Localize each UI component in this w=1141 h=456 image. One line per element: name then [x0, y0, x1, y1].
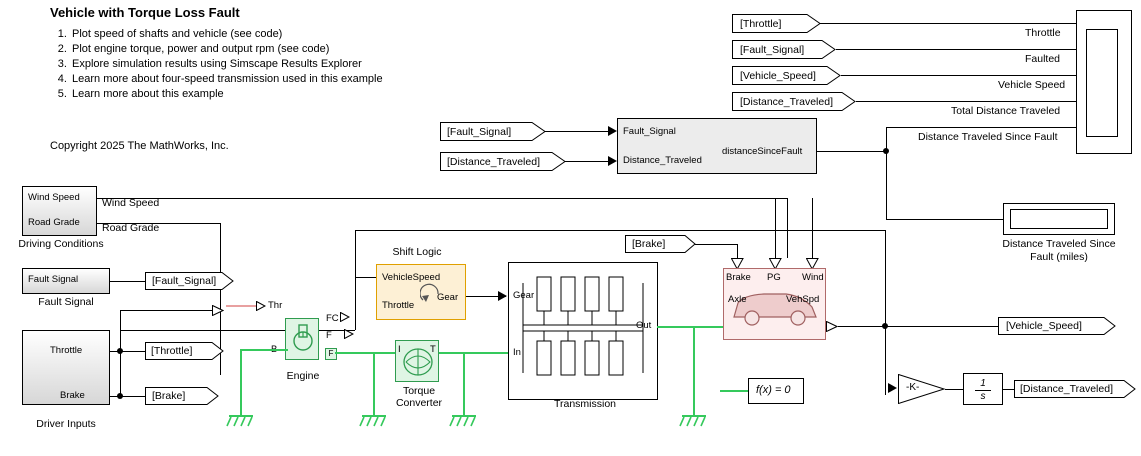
subsystem-input-distance-traveled: Distance_Traveled: [623, 155, 702, 166]
wire-throttle-to-scope: [820, 23, 1076, 24]
engine-caption: Engine: [286, 370, 320, 382]
wire-fault-signal-to-subsystem: [545, 131, 615, 132]
wire-brake-down-vehicle: [737, 244, 738, 258]
goto-throttle-label: [Throttle]: [740, 18, 782, 30]
driving-conditions-port-road-grade: Road Grade: [28, 217, 80, 228]
green-line-tc-to-transmission: [439, 352, 509, 354]
wire-throttle-out: [110, 351, 150, 352]
driver-inputs-caption: Driver Inputs: [36, 418, 96, 430]
wire-vehiclespeed-to-scope: [841, 75, 1076, 76]
wire-throttle-to-engine: [120, 310, 212, 311]
vehicle-port-pg-top: PG: [767, 272, 781, 283]
shift-logic-loop-icon: [420, 282, 442, 306]
scope-block-main[interactable]: [1076, 10, 1132, 154]
goto-fault-signal-label: [Fault_Signal]: [740, 44, 805, 56]
scope-signal-label-total-distance: Total Distance Traveled: [951, 105, 1061, 117]
instruction-item-1: 1. Plot speed of shafts and vehicle (see code): [70, 27, 490, 42]
integrator-numerator: 1: [980, 378, 986, 389]
wire-feedback-left: [355, 230, 356, 330]
shift-logic-output-gear: Gear: [437, 292, 459, 303]
instruction-item-3: 3. Explore simulation results using Simscape Results Explorer: [70, 57, 490, 72]
engine-icon: [286, 319, 320, 361]
integrator-denominator: s: [980, 391, 986, 402]
ground-icon-tc1: [358, 410, 390, 432]
ground-icon-axle: [678, 410, 710, 432]
display-screen: [1010, 209, 1108, 229]
green-line-axle-ground: [693, 326, 695, 414]
wire-distance-since-fault-to-scope: [886, 127, 1076, 128]
arrow-thr-port: [256, 301, 266, 311]
fault-signal-port-label: Fault Signal: [28, 274, 79, 285]
shift-logic-input-vehiclespeed: VehicleSpeed: [382, 272, 441, 283]
wire-faulted-to-scope: [836, 49, 1076, 50]
from-brake-label: [Brake]: [632, 238, 666, 250]
goto-brake-label: [Brake]: [152, 390, 186, 402]
arrow-engine-p: [340, 312, 350, 322]
wire-vehspd-right: [838, 326, 998, 327]
green-line-engine-to-tc: [335, 352, 395, 354]
goto-distance-traveled-label: [Distance_Traveled]: [740, 96, 833, 108]
integrator-block[interactable]: [963, 373, 1003, 405]
engine-port-thr: Thr: [268, 300, 283, 311]
scope-signal-label-throttle: Throttle: [1025, 27, 1061, 39]
transmission-port-gear: Gear: [513, 290, 535, 301]
goto-vehicle-speed-label: [Vehicle_Speed]: [740, 70, 816, 82]
page-title: Vehicle with Torque Loss Fault: [50, 5, 240, 20]
wire-wind-speed: [97, 198, 787, 199]
wire-brake-to-vehicle: [695, 244, 737, 245]
goto-distance-traveled2-label: [Distance_Traveled]: [1020, 383, 1113, 395]
arrow-gain-in: [888, 383, 898, 393]
arrow-engine-fc: [344, 329, 354, 339]
display-distance-since-fault[interactable]: [1003, 203, 1115, 235]
from-distance-traveled-label: [Distance_Traveled]: [447, 156, 540, 168]
wire-gain-to-integrator: [945, 389, 963, 390]
driver-inputs-port-throttle: Throttle: [50, 345, 83, 356]
vehicle-port-brake-top: Brake: [726, 272, 751, 283]
green-line-tc-ground2: [463, 352, 465, 414]
instruction-item-5: 5. Learn more about this example: [70, 87, 490, 102]
scope-screen: [1086, 29, 1118, 137]
gain-label: -K-: [906, 382, 920, 393]
label-wind-speed-signal: Wind Speed: [102, 197, 160, 209]
transmission-port-out: Out: [636, 320, 652, 331]
wire-brake-up: [120, 330, 121, 396]
subsystem-output-distance-since-fault: distanceSinceFault: [722, 146, 803, 157]
wire-feedback-top: [355, 230, 885, 231]
ground-icon-engine: [225, 410, 257, 432]
junction-dot-subsystem: [883, 148, 889, 154]
wire-subsystem-down: [886, 151, 887, 219]
green-line-to-algebraic: [720, 390, 748, 392]
wire-subsystem-out: [817, 151, 886, 152]
from-fault-signal-label: [Fault_Signal]: [447, 126, 512, 138]
physical-line-throttle: [226, 305, 256, 307]
wire-vehspd-down-gain: [885, 326, 886, 388]
scope-signal-label-vehicle-speed: Vehicle Speed: [998, 79, 1066, 91]
copyright-text: Copyright 2025 The MathWorks, Inc.: [50, 140, 229, 152]
wire-wind-down2: [812, 198, 813, 258]
wire-pg-join: [775, 198, 787, 199]
green-line-tc-ground1: [373, 352, 375, 414]
arrow-throttle-engine: [212, 305, 224, 316]
instruction-item-2: 2. Plot engine torque, power and output rpm (see code): [70, 42, 490, 57]
wire-distance-to-scope: [856, 101, 1076, 102]
shift-logic-input-throttle: Throttle: [382, 300, 415, 311]
wire-pg-down: [775, 198, 776, 258]
wire-fault-signal-out: [110, 281, 150, 282]
wire-subsystem-to-display: [886, 219, 1003, 220]
instruction-list: [50, 27, 490, 102]
transmission-icon: [509, 263, 657, 399]
instruction-item-4: 4. Learn more about four-speed transmission used in this example: [70, 72, 490, 87]
vehicle-port-wind-top: Wind: [802, 272, 824, 283]
engine-port-fc: F: [326, 330, 332, 341]
driver-inputs-port-brake: Brake: [60, 390, 85, 401]
transmission-block[interactable]: [508, 262, 658, 400]
wire-wind-down: [787, 198, 788, 258]
transmission-caption: Transmission: [553, 398, 617, 410]
shift-logic-caption: Shift Logic: [392, 246, 442, 258]
wire-vehiclespeed-into-shift: [355, 277, 376, 278]
tc-port-i: I: [398, 344, 401, 355]
fault-signal-caption: Fault Signal: [38, 296, 94, 308]
scope-signal-label-faulted: Faulted: [1025, 53, 1061, 65]
ground-icon-tc2: [448, 410, 480, 432]
engine-block[interactable]: [285, 318, 319, 360]
arrow-gear-in: [498, 291, 508, 301]
label-road-grade-signal: Road Grade: [102, 222, 160, 234]
goto-fault-signal2-label: [Fault_Signal]: [152, 275, 217, 287]
vehicle-port-axle: Axle: [728, 294, 747, 305]
vehicle-port-vehspd: VehSpd: [786, 294, 820, 305]
algebraic-constraint-label: f(x) = 0: [756, 384, 791, 396]
goto-throttle2-label: [Throttle]: [151, 345, 193, 357]
green-line-engine-left: [240, 349, 288, 351]
driving-conditions-caption: Driving Conditions: [18, 238, 104, 250]
arrow-vehspd-out: [826, 321, 838, 332]
display-caption: Distance Traveled Since Fault (miles): [1002, 238, 1116, 263]
wire-brake-out: [110, 396, 150, 397]
scope-signal-label-distance-since-fault: Distance Traveled Since Fault: [918, 131, 1058, 143]
goto-vehicle-speed2-label: [Vehicle_Speed]: [1006, 320, 1082, 332]
subsystem-input-fault-signal: Fault_Signal: [623, 126, 676, 137]
engine-port-p: FC: [326, 313, 339, 324]
engine-port-f: F: [325, 348, 337, 360]
transmission-port-in: In: [513, 347, 521, 358]
torque-converter-caption: Torque Converter: [395, 385, 443, 409]
tc-port-t: T: [430, 344, 436, 355]
driving-conditions-port-wind-speed: Wind Speed: [28, 192, 80, 203]
green-line-ground-engine: [240, 349, 242, 414]
